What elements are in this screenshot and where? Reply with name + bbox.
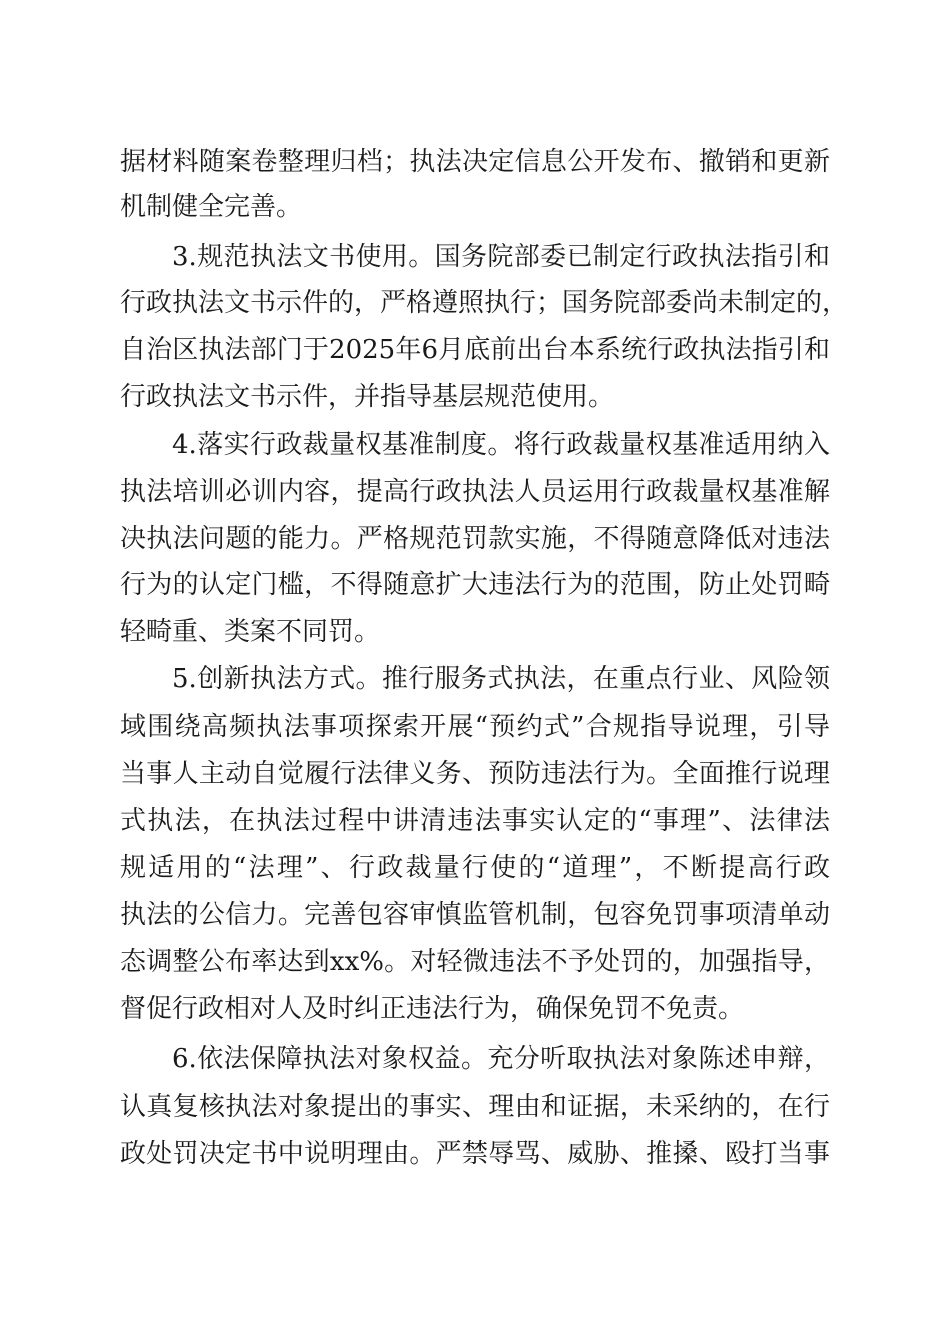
paragraph-line: 执法的公信力。完善包容审慎监管机制，包容免罚事项清单动 bbox=[120, 900, 830, 930]
paragraph-line: 认真复核执法对象提出的事实、理由和证据，未采纳的，在行 bbox=[120, 1092, 830, 1122]
paragraph-line: 据材料随案卷整理归档；执法决定信息公开发布、撤销和更新 bbox=[120, 147, 830, 177]
paragraph-line: 4.落实行政裁量权基准制度。将行政裁量权基准适用纳入 bbox=[172, 430, 830, 460]
paragraph-line: 行政执法文书示件的，严格遵照执行；国务院部委尚未制定的， bbox=[120, 288, 849, 318]
paragraph-line: 6.依法保障执法对象权益。充分听取执法对象陈述申辩， bbox=[172, 1044, 830, 1074]
paragraph-line: 轻畸重、类案不同罚。 bbox=[120, 617, 381, 647]
paragraph-line: 行为的认定门槛，不得随意扩大违法行为的范围，防止处罚畸 bbox=[120, 570, 830, 600]
paragraph-line: 行政执法文书示件，并指导基层规范使用。 bbox=[120, 382, 615, 412]
paragraph-line: 3.规范执法文书使用。国务院部委已制定行政执法指引和 bbox=[172, 242, 830, 272]
paragraph-line: 机制健全完善。 bbox=[120, 192, 303, 222]
paragraph-line: 规适用的“法理”、行政裁量行使的“道理”，不断提高行政 bbox=[120, 853, 830, 883]
paragraph-line: 政处罚决定书中说明理由。严禁辱骂、威胁、推搡、殴打当事 bbox=[120, 1139, 830, 1169]
paragraph-line: 决执法问题的能力。严格规范罚款实施，不得随意降低对违法 bbox=[120, 524, 830, 554]
paragraph-line: 5.创新执法方式。推行服务式执法，在重点行业、风险领 bbox=[172, 664, 830, 694]
paragraph-line: 自治区执法部门于2025年6月底前出台本系统行政执法指引和 bbox=[120, 335, 830, 365]
paragraph-line: 式执法，在执法过程中讲清违法事实认定的“事理”、法律法 bbox=[120, 806, 830, 836]
paragraph-line: 态调整公布率达到xx%。对轻微违法不予处罚的，加强指导， bbox=[120, 947, 830, 977]
paragraph-line: 督促行政相对人及时纠正违法行为，确保免罚不免责。 bbox=[120, 994, 745, 1024]
paragraph-line: 当事人主动自觉履行法律义务、预防违法行为。全面推行说理 bbox=[120, 759, 830, 789]
paragraph-line: 域围绕高频执法事项探索开展“预约式”合规指导说理，引导 bbox=[120, 712, 830, 742]
paragraph-line: 执法培训必训内容，提高行政执法人员运用行政裁量权基准解 bbox=[120, 477, 830, 507]
